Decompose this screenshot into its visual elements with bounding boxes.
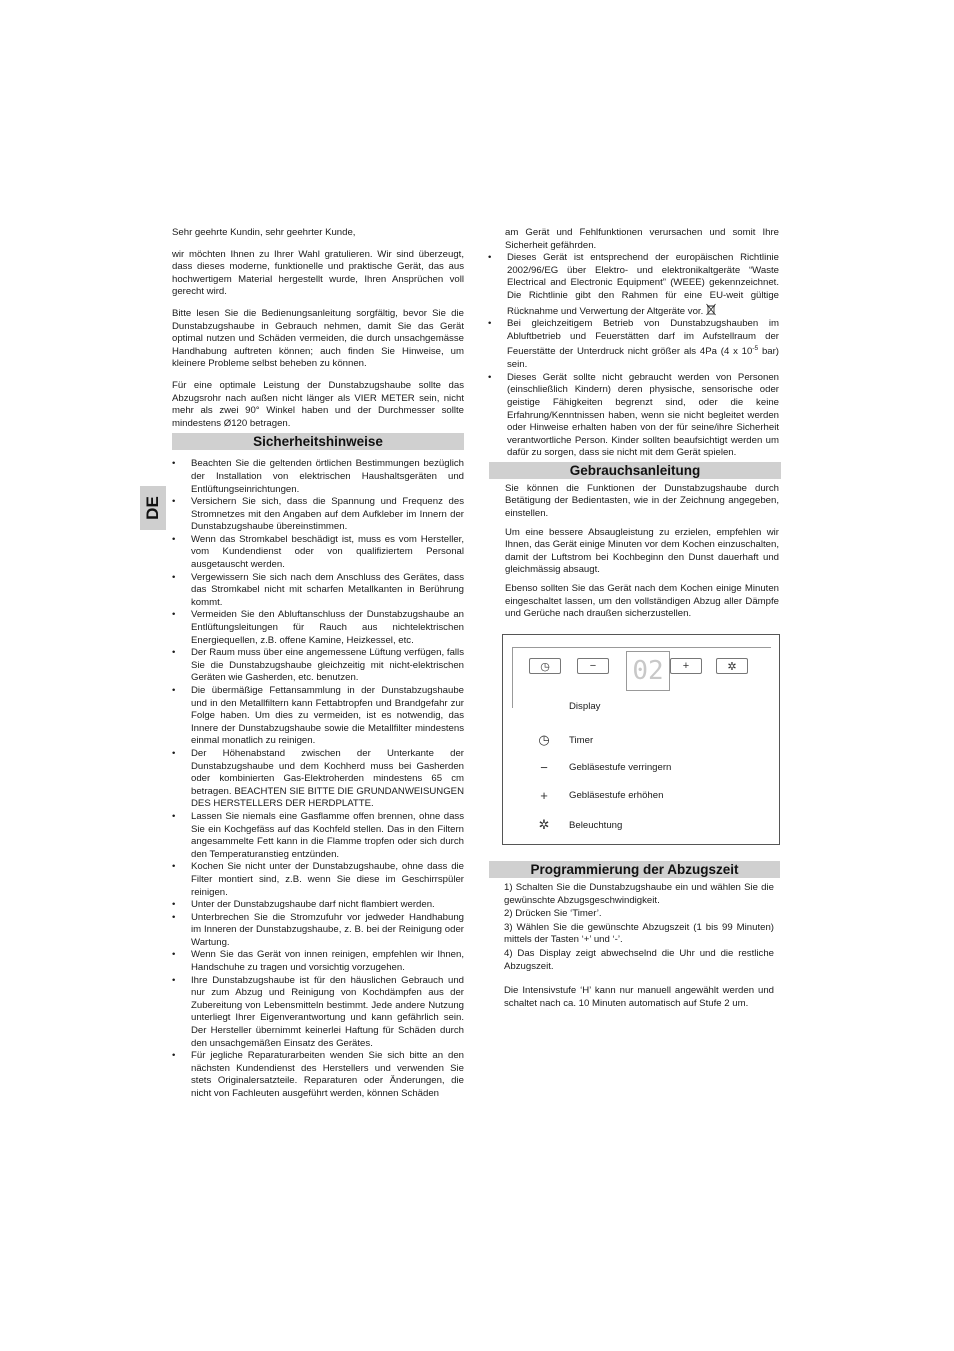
step-item: 3) Wählen Sie die gewünschte Abzugszeit (1 bis 99 Minuten) mittels der Tasten ‘+’ und ‘-’. <box>504 921 774 946</box>
usage-paragraph: Um eine bessere Absaugleistung zu erzielen, empfehlen wir Ihnen, das Gerät einige Minuten vor dem Kochen einzuschalten, damit der Luftstrom bei Kochbeginn den Dunst dauerhaft und gleichmässig absaugt. <box>505 526 779 576</box>
step-item: 2) Drücken Sie ‘Timer’. <box>504 908 602 920</box>
step-item: 1) Schalten Sie die Dunstabzugshaube ein und wählen Sie die gewünschte Abzugsgeschwindigkeit. <box>504 882 774 906</box>
legend-label: Display <box>569 701 601 712</box>
legend-light <box>533 817 622 833</box>
usage-paragraph: Sie können die Funktionen der Dunstabzugshaube durch Betätigung der Bedientasten, wie in der Zeichnung angegeben, einstellen. <box>505 482 779 520</box>
right-column <box>505 227 779 630</box>
minus-icon: − <box>589 660 597 672</box>
display-value: 02 <box>632 656 664 686</box>
legend-label: Gebläsestufe erhöhen <box>569 790 664 801</box>
legend-label: Gebläsestufe verringern <box>569 762 672 773</box>
list-item: • Unterbrechen Sie die Stromzufuhr vor jedweder Handhabung im Inneren der Dunstabzugshaube, z. B. bei der Reinigung oder Wartung. <box>172 912 464 950</box>
legend-display <box>533 701 600 712</box>
list-item: • Vermeiden Sie den Abluftanschluss der Dunstabzugshaube an Entlüftungsleitungen für Rauch aus nichtelektrischen Energiequellen, z.B. offene Kamine, Heizkessel, etc. <box>172 609 464 647</box>
fan-increase-button[interactable] <box>670 658 702 674</box>
language-tab-label: DE <box>143 496 162 520</box>
regulation-list <box>488 252 779 460</box>
control-strip <box>512 647 771 708</box>
intro-paragraph: wir möchten Ihnen zu Ihrer Wahl gratulieren. Wir sind überzeugt, dass dieses moderne, funktionelle und praktische Gerät, das aus hochwertigem Material hergestellt wurde, Ihren Ansprüchen voll gerecht wird. <box>172 248 464 298</box>
list-item: • Dieses Gerät sollte nicht gebraucht werden von Personen (einschließlich Kindern) deren physische, sensorische oder geistige Fähigkeiten begrenzt sind, oder die keine Erfahrung/Kenntnissen haben, wenn sie nicht begleitet werden oder Hinweise erhalten haben von der für seine/ihre Sicherheit verantwortliche Person. Kinder sollten beaufsichtigt werden um dafür zu sorgen, dass sie nicht mit dem Gerät spielen. <box>488 372 779 460</box>
list-item: • Die übermäßige Fettansammlung in der Dunstabzugshaube und in den Metallfiltern kann Fettabtropfen und Brandgefahr zur Folge haben. Um dies zu vermeiden, ist es notwendig, das Innere der Dunstabzugshaube sowie die Metallfilter mindestens einmal monatlich zu reinigen. <box>172 685 464 748</box>
step-item: 4) Das Display zeigt abwechselnd die Uhr und die restliche Abzugszeit. <box>504 947 774 972</box>
crossed-bin-icon <box>706 303 716 316</box>
list-item: • Ihre Dunstabzugshaube ist für den häuslichen Gebrauch und nur zum Abzug und Reinigung von Kochdämpfen aus der Zubereitung von Lebensmitteln bestimmt. Jede andere Nutzung unterliegt Ihrer Eigenverantwortung und kann gefährlich sein. Der Hersteller übernimmt keinerlei Haftung für Schäden durch den unsachgemäßen Einsatz des Gerätes. <box>172 975 464 1051</box>
plus-icon: + <box>540 788 548 803</box>
light-button[interactable] <box>716 658 748 674</box>
section-heading-safety: Sicherheitshinweise <box>172 433 464 450</box>
list-item: • Unter der Dunstabzugshaube darf nicht flambiert werden. <box>172 899 464 912</box>
list-item: • Vergewissern Sie sich nach dem Anschluss des Gerätes, dass das Stromkabel nicht mit scharfen Metallkanten in Berührung kommt. <box>172 572 464 610</box>
programming-section <box>489 861 780 1011</box>
timer-icon: ◷ <box>540 660 550 673</box>
safety-list <box>172 458 464 1100</box>
list-item: • Der Höhenabstand zwischen der Unterkante der Dunstabzugshaube und dem Kochherd muss bei Gasherden oder kombinierten Gas-Elektroherden mindestens 65 cm betragen. BEACHTEN SIE BITTE DIE GRUNDANWEISUNGEN DES HERSTELLERS DER HERDPLATTE. <box>172 748 464 811</box>
light-icon: ✲ <box>538 817 550 832</box>
list-item: • Kochen Sie nicht unter der Dunstabzugshaube, ohne dass die Filter montiert sind, z.B. wenn Sie diese im Geschirrspüler reinigen. <box>172 861 464 899</box>
list-item: • Beachten Sie die geltenden örtlichen Bestimmungen bezüglich der Installation von elektrischen Haushaltsgeräten und Entlüftungseinrichtungen. <box>172 458 464 496</box>
legend-timer <box>533 732 593 748</box>
light-icon: ✲ <box>727 660 737 673</box>
pressure-text: Bei gleichzeitigem Betrieb von Dunstabzugshauben im Abluftbetrieb und Feuerstätten darf im Aufstellraum der Feuerstätte der Unterdruck nicht größer als 4Pa (4 x 10 <box>507 318 779 358</box>
display <box>626 651 670 691</box>
weee-text: Dieses Gerät ist entsprechend der europäischen Richtlinie 2002/96/EG über Elektro- und elektronikaltgeräte “Waste Electrical and Electronic Equipment” (WEEE) gekennzeichnet. Die Richtlinie gibt den Rahmen für eine EU-weit gültige Rücknahme und Verwertung der Altgeräte vor. <box>507 252 779 317</box>
continuation-text: am Gerät und Fehlfunktionen verursachen und somit Ihre Sicherheit gefährden. <box>505 227 779 251</box>
timer-button[interactable] <box>529 658 561 674</box>
section-heading-usage: Gebrauchsanleitung <box>489 462 781 479</box>
language-tab <box>140 486 166 530</box>
control-panel-diagram <box>502 634 780 845</box>
pressure-exponent: -5 <box>752 345 759 353</box>
intro-paragraph: Für eine optimale Leistung der Dunstabzugshaube sollte das Abzugsrohr nach außen nicht länger als VIER METER sein, nicht mehr als zwei 90° Winkel haben und der Durchmesser sollte mindestens Ø120 betragen. <box>172 379 464 429</box>
minus-icon: − <box>540 760 548 775</box>
pressure-text-end: bar) sein. <box>507 346 779 371</box>
section-heading-programming: Programmierung der Abzugszeit <box>489 861 780 878</box>
list-item: • Für jegliche Reparaturarbeiten wenden Sie sich bitte an den nächsten Kundendienst des Herstellers und verwenden Sie stets Originalersatzteile. Reparaturen oder Änderungen, die nicht von Fachleuten ausgeführt werden, können Schäden <box>172 1050 464 1100</box>
list-item <box>488 252 779 318</box>
list-item <box>488 318 779 372</box>
intro-paragraph: Bitte lesen Sie die Bedienungsanleitung sorgfältig, bevor Sie die Dunstabzugshaube in Gebrauch nehmen, damit Sie das Gerät optimal nutzen und Schäden vermeiden, die durch unsachgemässe Handhabung auftreten können; auch finden Sie Hinweise, um kleinere Probleme selbst beheben zu können. <box>172 307 464 370</box>
timer-icon: ◷ <box>538 732 550 747</box>
plus-icon: + <box>682 660 690 672</box>
list-item: • Wenn Sie das Gerät von innen reinigen, empfehlen wir Ihnen, Handschuhe zu tragen und vorsichtig vorzugehen. <box>172 949 464 974</box>
list-item: • Lassen Sie niemals eine Gasflamme offen brennen, ohne dass Sie ein Kochgefäss auf das Kochfeld stellen. Das in den Filtern angesammelte Fett kann in die Flamme tropfen oder sich durch den Temperaturanstieg entzünden. <box>172 811 464 861</box>
list-item: • Der Raum muss über eine angemessene Lüftung verfügen, falls Sie die Dunstabzugshaube gleichzeitig mit nicht-elektrischen Geräten wie Gasherden, etc. benutzen. <box>172 647 464 685</box>
legend-label: Beleuchtung <box>569 819 623 831</box>
fan-decrease-button[interactable] <box>577 658 609 674</box>
list-item: • Versichern Sie sich, dass die Spannung und Frequenz des Stromnetzes mit den Angaben auf dem Aufkleber im Innern der Dunstabzugshaube übereinstimmen. <box>172 496 464 534</box>
legend-decrease <box>533 760 671 775</box>
legend-increase <box>533 788 663 803</box>
greeting: Sehr geehrte Kundin, sehr geehrter Kunde, <box>172 227 356 238</box>
intensive-note: Die Intensivstufe ‘H’ kann nur manuell angewählt werden und schaltet nach ca. 10 Minuten automatisch auf Stufe 2 um. <box>504 985 774 1009</box>
usage-paragraph: Ebenso sollten Sie das Gerät nach dem Kochen einige Minuten eingeschaltet lassen, um den vollständigen Abzug aller Dämpfe und Gerüche nach draußen sicherzustellen. <box>505 583 779 620</box>
list-item: • Wenn das Stromkabel beschädigt ist, muss es vom Hersteller, vom Kundendienst oder von qualifiziertem Personal ausgetauscht werden. <box>172 534 464 572</box>
left-column <box>172 227 464 1101</box>
legend-label: Timer <box>569 734 594 746</box>
steps-list <box>489 882 780 1010</box>
